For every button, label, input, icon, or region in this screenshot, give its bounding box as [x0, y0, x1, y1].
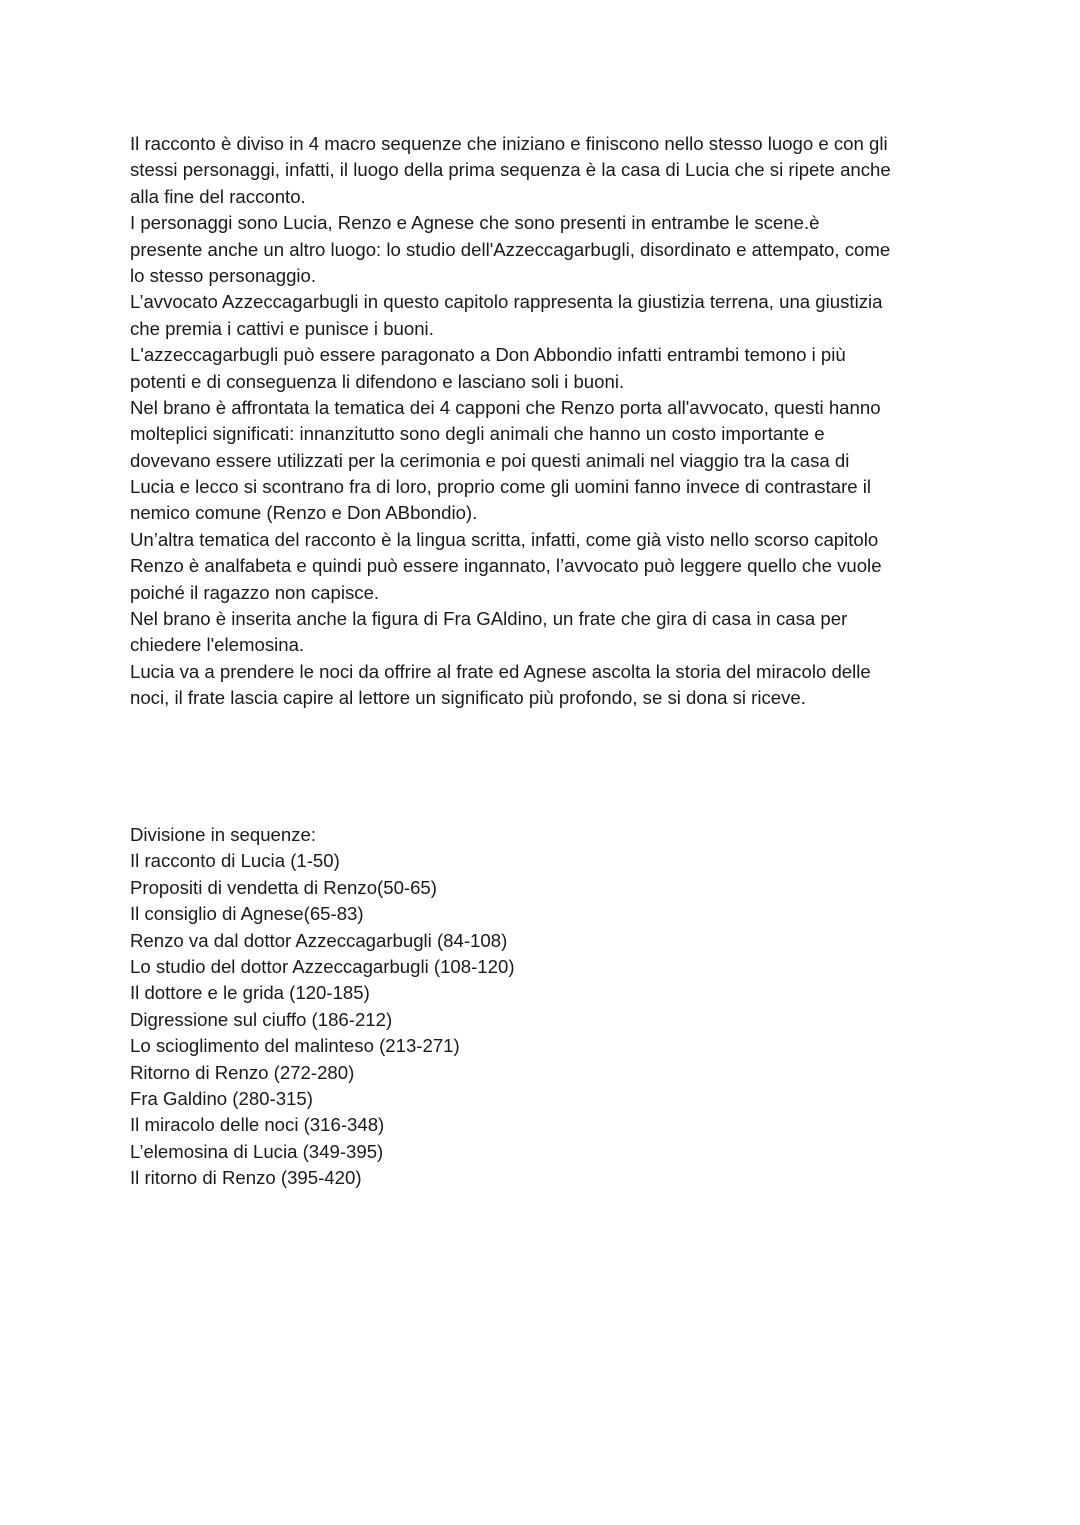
text-line: I personaggi sono Lucia, Renzo e Agnese che sono presenti in entrambe le scene.è — [130, 212, 820, 234]
sequence-item: Il ritorno di Renzo (395-420) — [130, 1167, 362, 1189]
paragraph-walnuts — [130, 659, 960, 712]
text-line: presente anche un altro luogo: lo studio dell'Azzeccagarbugli, disordinato e attempato, come — [130, 238, 891, 260]
sequence-item: Il racconto di Lucia (1-50) — [130, 850, 340, 872]
paragraph-comparison — [130, 342, 960, 395]
text-line: Renzo è analfabeta e quindi può essere ingannato, l’avvocato può leggere quello che vuole — [130, 555, 882, 577]
sequence-item: Lo scioglimento del malinteso (213-271) — [130, 1035, 460, 1057]
paragraph-written-language — [130, 527, 960, 606]
sequence-item: Fra Galdino (280-315) — [130, 1087, 313, 1109]
sequence-division — [130, 822, 960, 1191]
sequence-item: Il miracolo delle noci (316-348) — [130, 1114, 385, 1136]
sequence-item: L’elemosina di Lucia (349-395) — [130, 1140, 384, 1162]
sequence-item: Renzo va dal dottor Azzeccagarbugli (84-108) — [130, 929, 508, 951]
text-line: Nel brano è affrontata la tematica dei 4 capponi che Renzo porta all'avvocato, questi hanno — [130, 396, 881, 418]
sequence-item: Propositi di vendetta di Renzo(50-65) — [130, 876, 437, 898]
sequence-heading: Divisione in sequenze: — [130, 824, 317, 845]
text-line: nemico comune (Renzo e Don ABbondio). — [130, 502, 478, 524]
text-line: lo stesso personaggio. — [130, 264, 317, 286]
sequence-item: Il consiglio di Agnese(65-83) — [130, 903, 364, 925]
text-line: molteplici significati: innanzitutto sono degli animali che hanno un costo importante e — [130, 423, 825, 445]
sequence-item: Il dottore e le grida (120-185) — [130, 982, 370, 1004]
text-line: chiedere l'elemosina. — [130, 634, 305, 656]
text-line: dovevano essere utilizzati per la cerimonia e poi questi animali nel viaggio tra la casa di — [130, 449, 850, 471]
text-line: L'azzeccagarbugli può essere paragonato a Don Abbondio infatti entrambi temono i più — [130, 344, 846, 366]
text-line: alla fine del racconto. — [130, 185, 306, 207]
text-line: L’avvocato Azzeccagarbugli in questo capitolo rappresenta la giustizia terrena, una giustizia — [130, 291, 883, 313]
text-line: che premia i cattivi e punisce i buoni. — [130, 317, 434, 339]
text-line: Lucia va a prendere le noci da offrire al frate ed Agnese ascolta la storia del miracolo delle — [130, 660, 871, 682]
text-line: potenti e di conseguenza li difendono e lasciano soli i buoni. — [130, 370, 625, 392]
paragraph-structure — [130, 131, 960, 210]
text-line: Un’altra tematica del racconto è la lingua scritta, infatti, come già visto nello scorso capitolo — [130, 528, 879, 550]
sequence-item: Lo studio del dottor Azzeccagarbugli (108-120) — [130, 955, 515, 977]
sequence-item: Ritorno di Renzo (272-280) — [130, 1061, 355, 1083]
sequence-item: Digressione sul ciuffo (186-212) — [130, 1008, 393, 1030]
paragraph-characters — [130, 210, 960, 289]
paragraph-fra-galdino — [130, 606, 960, 659]
paragraph-lawyer — [130, 289, 960, 342]
text-line: Nel brano è inserita anche la figura di Fra GAldino, un frate che gira di casa in casa per — [130, 608, 848, 630]
text-line: noci, il frate lascia capire al lettore un significato più profondo, se si dona si riceve. — [130, 687, 806, 709]
text-line: Lucia e lecco si scontrano fra di loro, proprio come gli uomini fanno invece di contrastare il — [130, 476, 872, 498]
paragraph-capons — [130, 395, 960, 527]
text-line: poiché il ragazzo non capisce. — [130, 581, 380, 603]
text-line: Il racconto è diviso in 4 macro sequenze che iniziano e finiscono nello stesso luogo e con gli — [130, 133, 888, 154]
text-line: stessi personaggi, infatti, il luogo della prima sequenza è la casa di Lucia che si ripete anche — [130, 159, 891, 181]
document-body — [130, 131, 960, 712]
sequence-list — [130, 848, 960, 1191]
